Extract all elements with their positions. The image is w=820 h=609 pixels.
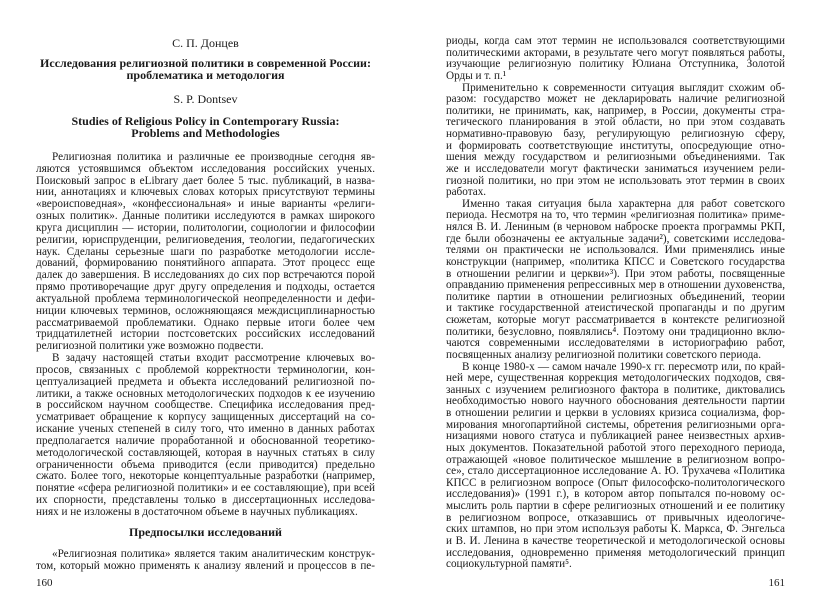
text-line: нии, аннотациях и ключевых словах которых присутствуют термины xyxy=(36,186,375,199)
text-line: их спорности, представлены только в диссертационных исследова- xyxy=(36,494,375,507)
text-line: В конце 1980-х — самом начале 1990-х гг. пересмотр или, по край- xyxy=(462,360,785,373)
text-line: просов, связанных с проблемой корректности терминологии, кон- xyxy=(36,363,375,376)
text-line: мирования многопартийной системы, обретения религиозными орга- xyxy=(446,418,785,431)
text-line: В задачу настоящей статьи входит рассмотрение ключевых во- xyxy=(52,352,375,365)
text-line: оправданию применения репрессивных мер в отношении духовенства, xyxy=(446,279,785,292)
text-line: исследования)» (1991 г.), в котором автор попытался по-новому ос- xyxy=(446,488,785,501)
text-line: разом: государство может не декларировать наличие религиозной xyxy=(446,93,785,106)
text-line: в отношении религии и церкви в условиях кризиса социализма, фор- xyxy=(446,407,785,419)
text-line: где были обозначены ее актуальные задачи²), советскими исследова- xyxy=(446,232,785,245)
text-line: религии, юриспруденции, религиоведения, теологии, педагогических xyxy=(36,233,375,246)
text-line: и формировать соответствующие институты, опосредующие отно- xyxy=(446,139,785,152)
text-line: Именно такая ситуация была характерна для работ советского xyxy=(462,197,785,210)
text-line: Поисковый запрос в eLibrary дает более 5 тыс. публикаций, в назва- xyxy=(36,174,375,187)
text-line: изучающие религиозную политику Юлиана Отступника, Золотой xyxy=(446,58,785,71)
text-line: политики, безусловно, появлялись⁴. Поэтому они традиционно вклю- xyxy=(446,325,785,338)
author-name-en: S. P. Dontsev xyxy=(173,92,238,106)
page-number-left: 160 xyxy=(36,577,53,589)
paragraph xyxy=(36,353,375,519)
paragraph xyxy=(446,362,785,571)
text-line: политическими акторами, в результате чего могут появляться работы, xyxy=(446,46,785,59)
text-line: дований, формированию понятийного аппарата. Этот процесс еще xyxy=(36,257,375,270)
left-body-text xyxy=(36,152,375,519)
text-line: наук. Сделаны серьезные шаги по разработке методологии иссле- xyxy=(36,245,375,258)
text-line: литики, а также основных методологических подходов к ее изучению xyxy=(36,387,375,400)
text-line: конструкции (например, «политика КПСС и Советского государства xyxy=(446,255,785,268)
text-line: рассматриваемой проблематики. Однако первые итоги более чем xyxy=(36,316,375,329)
text-line: озных политик». Данные политики исследуются в рамках широкого xyxy=(36,210,375,223)
text-line: сжато. Более того, некоторые концептуальные разработки (например, xyxy=(36,470,375,483)
text-line: Орды и т. п.¹ xyxy=(446,69,507,82)
text-line: сюжетам, которые могут рассматривается в контексте религиозной xyxy=(446,314,785,326)
text-line: мыслить роль партии в сфере религиозных отношений и ее политику xyxy=(446,500,785,512)
paragraph xyxy=(446,83,785,199)
paragraph xyxy=(36,549,375,573)
article-title-en-line-1: Studies of Religious Policy in Contemporary Russia: xyxy=(71,114,340,128)
text-line: социокультурной памяти⁵. xyxy=(446,558,572,571)
text-line: круга дисциплин — истории, политологии, социологии и философии xyxy=(36,221,375,234)
text-line: нялся В. И. Лениным (в черновом наброске проекта программы РКП, xyxy=(446,221,785,233)
section-body-text xyxy=(36,549,375,573)
text-line: понятие «сфера религиозной политики» и ее составляющие), при всей xyxy=(36,482,375,495)
text-line: политики, не принимать, как, например, в России, документы стра- xyxy=(446,104,785,117)
section-heading: Предпосылки исследований xyxy=(129,525,282,539)
text-line: телями он практически не использовался. Ими применялись иные xyxy=(446,244,785,257)
text-line: чаются современными исследователями в историографию работ, xyxy=(446,337,785,350)
text-line: работах. xyxy=(446,186,487,199)
text-line: в отношении религии и церкви»³). При этом работы, посвященные xyxy=(446,267,785,280)
text-line: шения между государством и религиозными объединениями. Так xyxy=(446,151,785,164)
text-line: тридцатилетней истории постсоветских российских исследований xyxy=(36,328,375,341)
text-line: исследования, одновременно применяя методологический принцип xyxy=(446,546,785,559)
text-line: прямо противоречащие друг другу определения и подходы, остается xyxy=(36,281,375,294)
text-line: в российском научном сообществе. Специфика исследования пред- xyxy=(36,399,375,412)
text-line: ниях и не изложены в достаточном объеме в научных публикациях. xyxy=(36,505,358,518)
text-line: ляются устоявшимся объектом исследования российских ученых. xyxy=(36,162,375,175)
right-page xyxy=(410,0,820,609)
text-line: методологической составляющей, которая в научных статьях в силу xyxy=(36,446,375,459)
article-title-ru-line-2: проблематика и методология xyxy=(126,68,285,82)
text-line: необходимостью нового научного обоснования деятельности партии xyxy=(446,395,785,408)
text-line: «вероисповедная», «конфессиональная» и иные варианты «религи- xyxy=(36,198,375,211)
text-line: ней мере, существенная коррекция методологических подходов, свя- xyxy=(446,372,785,385)
text-line: усматривает обращение к корпусу защищенных диссертаций на со- xyxy=(36,411,375,424)
right-body-text xyxy=(446,36,785,571)
text-line: и тактике государственной атеистической пропаганды и по другим xyxy=(446,302,785,315)
text-line: гиозной политики, но при этом не использовать этот термин в своих xyxy=(446,174,785,187)
page-number-right: 161 xyxy=(768,577,785,589)
text-line: политике партии в отношении религиозных объединений, теории xyxy=(446,290,785,303)
text-line: посвященных анализу религиозной политики советского периода. xyxy=(446,348,762,361)
text-line: цептуализацией предмета и объекта исследований религиозной по- xyxy=(36,375,375,388)
text-line: периода. Несмотря на то, что термин «религиозная политика» приме- xyxy=(446,209,785,222)
text-line: се», стало диссертационное исследование А. Ю. Трухачева «Политика xyxy=(446,465,785,478)
text-line: Применительно к современности ситуация выглядит схожим об- xyxy=(462,81,785,94)
text-line: предполагается наличие проработанной и обоснованной теоретико- xyxy=(36,434,375,447)
text-line: искание ученых степеней в силу того, что именно в данных работах xyxy=(36,423,375,436)
text-line: низациями нового статуса и публикацией ранее неизвестных архив- xyxy=(446,430,785,443)
text-line: ниции ключевых терминов, осложняющаяся междисциплинарностью xyxy=(36,304,375,317)
text-line: Религиозная политика и различные ее производные сегодня яв- xyxy=(52,151,375,163)
text-line: же и исследователи могут фактически заниматься изучением рели- xyxy=(446,162,785,175)
text-line: нормативно-правовую базу, регулирующую религиозную сферу, xyxy=(446,128,785,140)
article-title-ru-line-1: Исследования религиозной политики в современной России: xyxy=(40,56,371,70)
paragraph xyxy=(446,199,785,362)
text-line: и В. И. Ленина в качестве теоретической и методологической основы xyxy=(446,534,785,547)
text-line: актуальной проблема терминологической неопределенности и дефи- xyxy=(36,292,375,305)
text-line: «Религиозная политика» является таким аналитическим конструк- xyxy=(52,548,375,560)
text-line: КПСС в религиозном вопросе (Опыт философско-политологического xyxy=(446,476,785,489)
text-line: в религиозном вопросе, отказавшись от привычных идеологиче- xyxy=(446,511,785,524)
text-line: риоды, когда сам этот термин не использовался соответствующими xyxy=(446,35,785,47)
text-line: занных с изучением религиозного фактора в политике, диктовались xyxy=(446,383,785,396)
text-line: тегического планирования в этой области, но при этом создавать xyxy=(446,116,785,129)
text-line: далек до завершения. В исследованиях до сих пор встречаются порой xyxy=(36,269,375,282)
paragraph xyxy=(446,36,785,83)
text-line: ских штампов, но при этом используя работы К. Маркса, Ф. Энгельса xyxy=(446,523,785,536)
text-line: ных документов. Показательной работой этого переходного периода, xyxy=(446,441,785,454)
text-line: ограниченности объема приводится (если приводится) предельно xyxy=(36,458,375,471)
text-line: том, который можно применять к анализу явлений и процессов в пе- xyxy=(36,559,375,572)
article-title-en-line-2: Problems and Methodologies xyxy=(131,126,280,140)
paragraph xyxy=(36,152,375,353)
text-line: отражающей «новое политическое мышление в религиозном вопро- xyxy=(446,453,785,466)
author-name-ru: С. П. Донцев xyxy=(172,36,239,50)
text-line: религиозной политики уже возможно подвести. xyxy=(36,340,264,353)
